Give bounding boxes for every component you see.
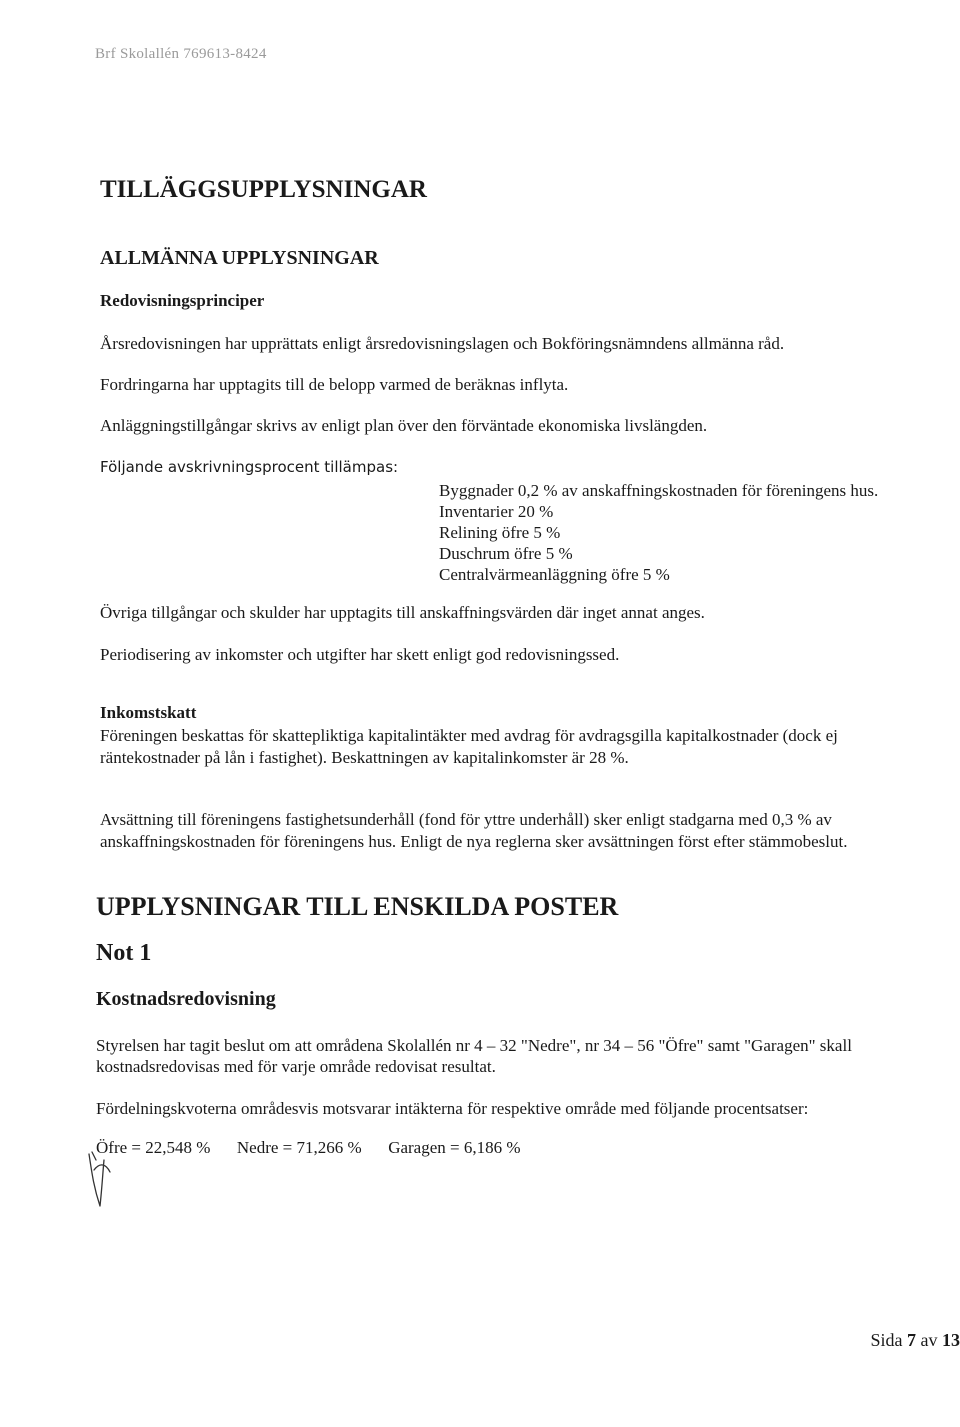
depreciation-item: Inventarier 20 % (439, 502, 554, 521)
depreciation-item: Byggnader 0,2 % av anskaffningskostnaden för föreningens hus. (439, 481, 879, 500)
quota-values (96, 1138, 521, 1158)
depreciation-intro: Följande avskrivningsprocent tillämpas: (100, 458, 399, 476)
page-separator: av (920, 1330, 938, 1350)
document-header: Brf Skolallén 769613-8424 (95, 46, 267, 62)
cost-paragraph-line-1: Styrelsen har tagit beslut om att områdena Skolallén nr 4 – 32 "Nedre", nr 34 – 56 "Öfre" samt "Garagen" skall (96, 1036, 852, 1055)
maintenance-line-1: Avsättning till föreningens fastighetsunderhåll (fond för yttre underhåll) sker enligt stadgarna med 0,3 % av (100, 810, 832, 829)
section-heading-general: ALLMÄNNA UPPLYSNINGAR (100, 247, 379, 269)
tax-line-1: Föreningen beskattas för skattepliktiga kapitalintäkter med avdrag för avdragsgilla kapitalkostnader (dock ej (100, 726, 838, 745)
section-heading-items: UPPLYSNINGAR TILL ENSKILDA POSTER (96, 892, 619, 921)
quota-garagen: Garagen = 6,186 % (388, 1138, 521, 1157)
page-label: Sida (870, 1330, 903, 1350)
page-title: TILLÄGGSUPPLYSNINGAR (100, 176, 427, 203)
quota-ofre: Öfre = 22,548 % (96, 1138, 211, 1157)
maintenance-line-2: anskaffningskostnaden för föreningens hus. Enligt de nya reglerna sker avsättningen först efter stämmobeslut. (100, 832, 848, 851)
total-pages: 13 (942, 1330, 960, 1350)
accrual-paragraph: Periodisering av inkomster och utgifter har skett enligt god redovisningssed. (100, 645, 620, 664)
other-assets-paragraph: Övriga tillgångar och skulder har upptagits till anskaffningsvärden där inget annat anges. (100, 603, 705, 622)
principles-heading: Redovisningsprinciper (100, 291, 265, 310)
page-number (870, 1330, 960, 1351)
depreciation-list (439, 480, 878, 585)
current-page: 7 (907, 1330, 916, 1350)
depreciation-item: Centralvärmeanläggning öfre 5 % (439, 565, 670, 584)
cost-paragraph-line-2: kostnadsredovisas med för varje område redovisat resultat. (96, 1057, 496, 1076)
quota-paragraph: Fördelningskvoterna områdesvis motsvarar intäkterna för respektive område med följande procentsatser: (96, 1099, 809, 1118)
depreciation-item: Duschrum öfre 5 % (439, 544, 573, 563)
quota-nedre: Nedre = 71,266 % (236, 1138, 362, 1157)
tax-line-2: räntekostnader på lån i fastighet). Beskattningen av kapitalinkomster är 28 %. (100, 748, 629, 767)
principles-paragraph-2: Fordringarna har upptagits till de belopp varmed de beräknas inflyta. (100, 375, 569, 394)
tax-heading: Inkomstskatt (100, 703, 197, 722)
handwritten-initials (86, 1148, 116, 1212)
principles-paragraph-1: Årsredovisningen har upprättats enligt årsredovisningslagen och Bokföringsnämndens allmänna råd. (100, 334, 785, 353)
note-number: Not 1 (96, 940, 152, 966)
depreciation-item: Relining öfre 5 % (439, 523, 561, 542)
principles-paragraph-3: Anläggningstillgångar skrivs av enligt plan över den förväntade ekonomiska livslängden. (100, 416, 708, 435)
note-subheading: Kostnadsredovisning (96, 988, 276, 1010)
